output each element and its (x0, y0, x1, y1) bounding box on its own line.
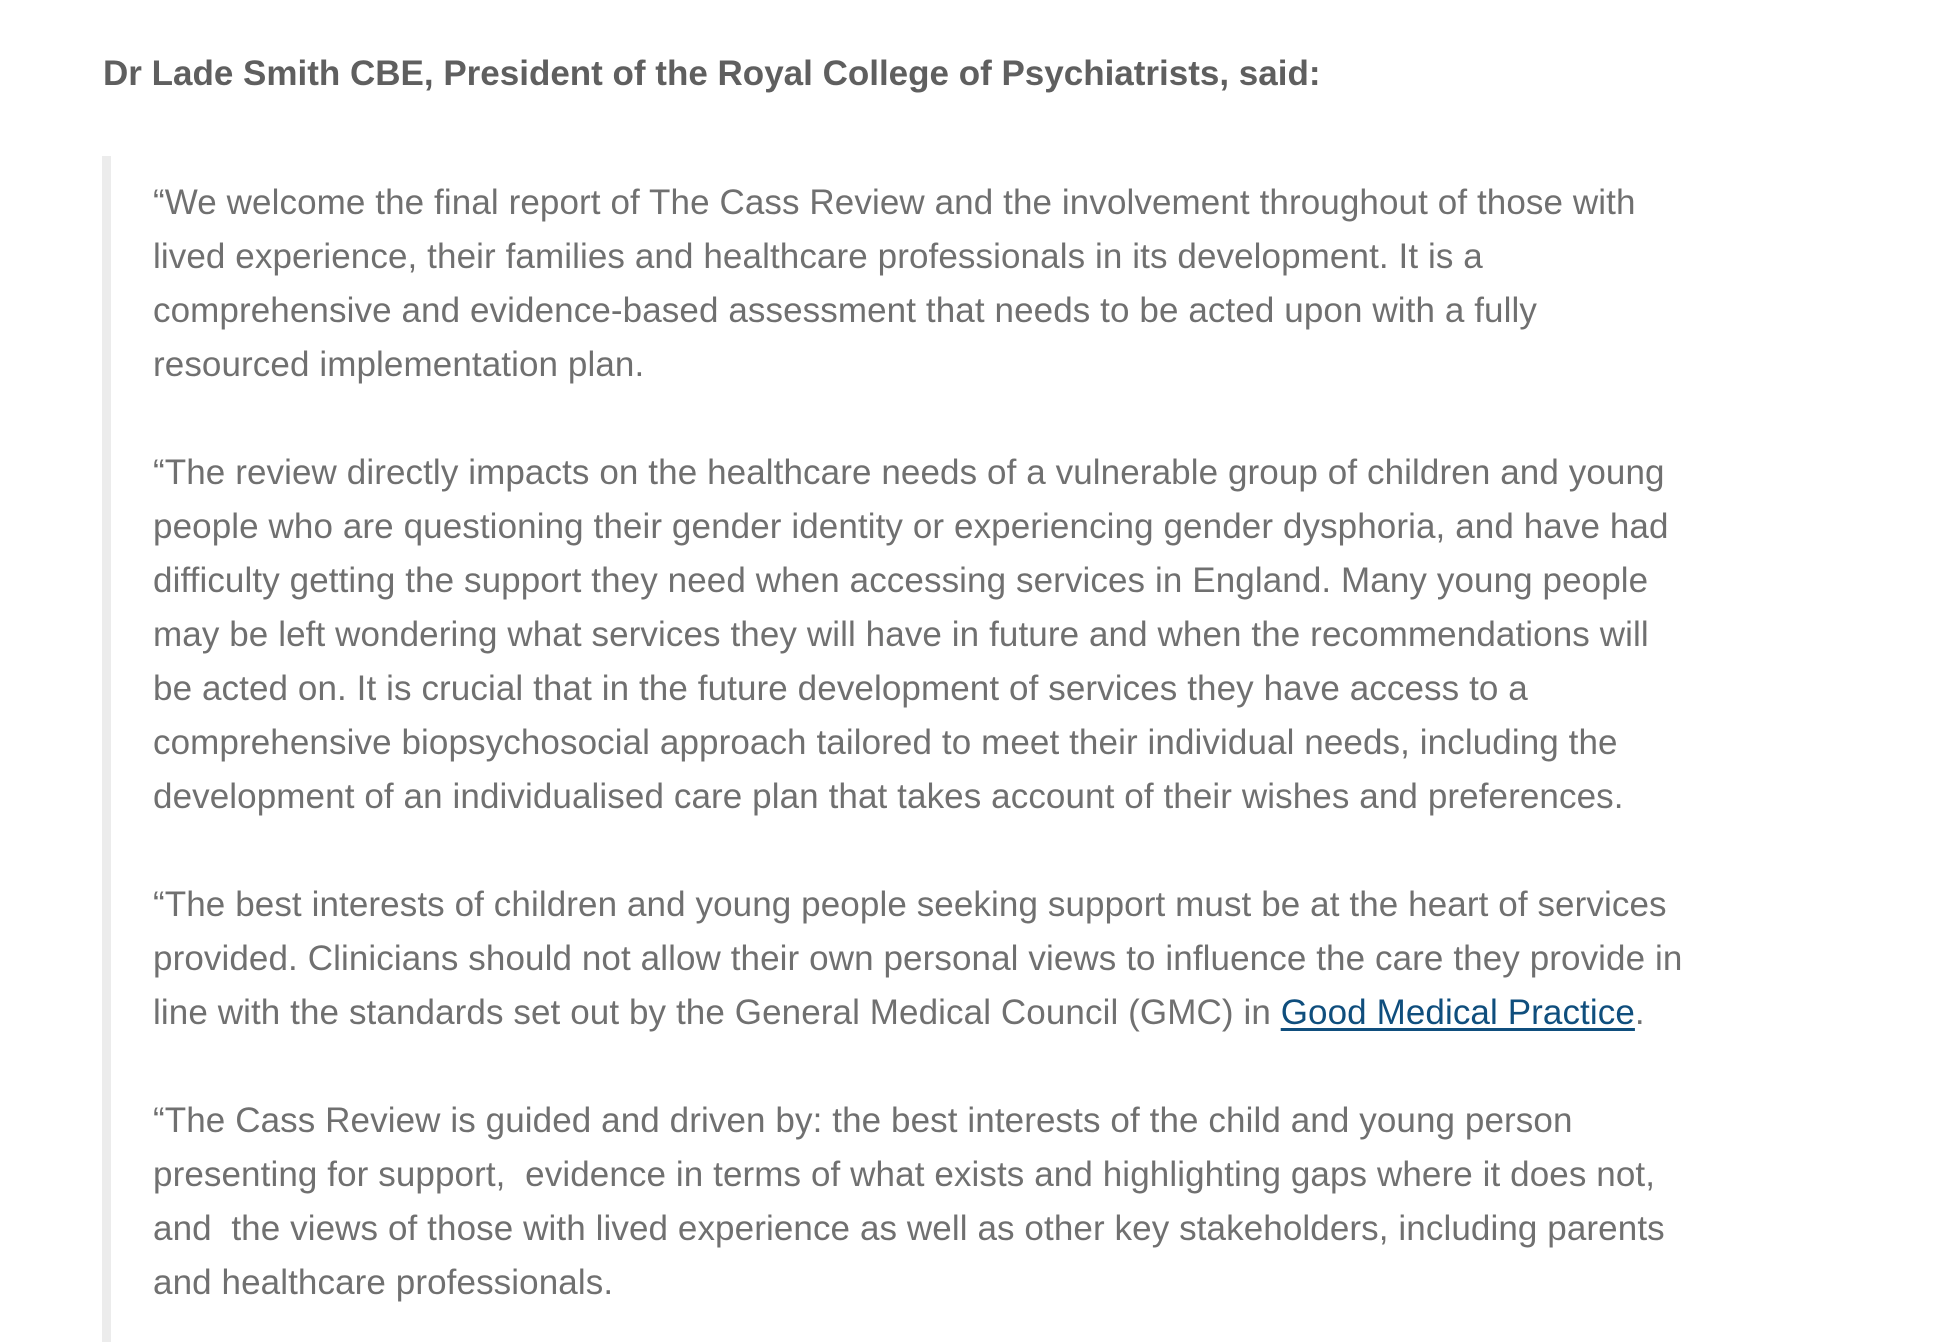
text-line: difficulty getting the support they need when accessing services in England. Many young people (153, 561, 1649, 600)
text-line: “The Cass Review is guided and driven by: the best interests of the child and young person (153, 1101, 1573, 1140)
quote-paragraph-2 (153, 446, 1943, 824)
text-line (153, 986, 1943, 1040)
text-line: resourced implementation plan. (153, 345, 645, 384)
text-line: may be left wondering what services they will have in future and when the recommendations will (153, 615, 1649, 654)
quote-paragraph-4 (153, 1094, 1943, 1310)
text-line: provided. Clinicians should not allow their own personal views to influence the care they provide in (153, 939, 1683, 978)
text-line: “We welcome the final report of The Cass Review and the involvement throughout of those with (153, 183, 1636, 222)
text-line: and the views of those with lived experience as well as other key stakeholders, including parents (153, 1209, 1665, 1248)
good-medical-practice-link[interactable]: Good Medical Practice (1280, 993, 1635, 1032)
text-line: people who are questioning their gender identity or experiencing gender dysphoria, and have had (153, 507, 1669, 546)
text-line: lived experience, their families and healthcare professionals in its development. It is a (153, 237, 1483, 276)
quote-paragraph-3 (153, 878, 1943, 1040)
text-line: development of an individualised care plan that takes account of their wishes and preferences. (153, 777, 1624, 816)
quote-paragraph-1 (153, 176, 1943, 392)
text-line: comprehensive and evidence-based assessment that needs to be acted upon with a fully (153, 291, 1537, 330)
text-line: “The review directly impacts on the healthcare needs of a vulnerable group of children and young (153, 453, 1665, 492)
text-line: “The best interests of children and young people seeking support must be at the heart of services (153, 885, 1667, 924)
text-line: be acted on. It is crucial that in the future development of services they have access to a (153, 669, 1528, 708)
text-segment: line with the standards set out by the General Medical Council (GMC) in (153, 993, 1281, 1032)
statement-body (153, 176, 1943, 1310)
text-segment: . (1634, 993, 1645, 1032)
text-line: presenting for support, evidence in terms of what exists and highlighting gaps where it does not, (153, 1155, 1656, 1194)
statement-blockquote (102, 156, 1942, 1342)
text-line: and healthcare professionals. (153, 1263, 614, 1302)
text-line: comprehensive biopsychosocial approach tailored to meet their individual needs, including the (153, 723, 1618, 762)
speaker-heading: Dr Lade Smith CBE, President of the Royal College of Psychiatrists, said: (103, 54, 1321, 93)
